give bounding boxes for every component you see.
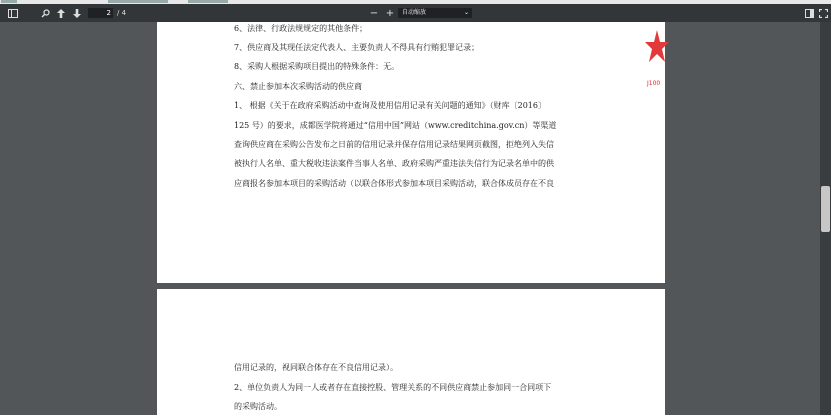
pdf-page-1	[157, 22, 665, 283]
chevron-down-icon: ⌄	[463, 9, 469, 16]
title-fragment	[108, 0, 168, 3]
find-button[interactable]	[40, 6, 50, 20]
page-number-input[interactable]: 2	[88, 8, 113, 18]
scrollbar-thumb[interactable]	[821, 186, 830, 232]
previous-page-button[interactable]	[56, 6, 66, 20]
text-line: 8、采购人根据采购项目提出的特殊条件：无。	[234, 62, 400, 71]
fullscreen-icon	[819, 9, 828, 18]
sidebar-toggle-icon	[8, 9, 18, 18]
title-fragment	[188, 0, 228, 3]
sidebar-layout-button[interactable]	[804, 6, 814, 20]
sidebar-toggle-button[interactable]	[6, 6, 20, 20]
arrow-up-icon	[57, 9, 65, 18]
zoom-select[interactable]	[398, 8, 472, 18]
pdf-page-2	[157, 289, 665, 415]
text-line: 查询供应商在采购公告发布之日前的信用记录并保存信用记录结果网页截图，拒绝列入失信	[234, 140, 554, 149]
search-icon	[41, 9, 50, 18]
text-line: 7、供应商及其现任法定代表人、主要负责人不得具有行贿犯罪记录；	[234, 43, 480, 52]
panel-icon	[805, 9, 814, 18]
section-heading: 六、禁止参加本次采购活动的供应商	[234, 82, 362, 91]
seal-text: J100	[647, 80, 661, 87]
page-total: / 4	[117, 9, 127, 17]
text-line: 的采购活动。	[234, 402, 282, 411]
text-line: 125 号）的要求，成都医学院将通过“信用中国”网站（www.creditchina.gov.cn）等渠道	[234, 121, 557, 130]
red-seal-stamp-icon	[645, 28, 669, 68]
text-line: 6、法律、行政法规规定的其他条件；	[234, 24, 368, 33]
zoom-out-button[interactable]: −	[369, 7, 379, 19]
text-line: 被执行人名单、重大税收违法案件当事人名单、政府采购严重违法失信行为记录名单中的供	[234, 159, 554, 168]
text-line: 1、 根据《关于在政府采购活动中查询及使用信用记录有关问题的通知》（财库〔2016〕	[234, 101, 546, 110]
text-line: 应商报名参加本项目的采购活动（以联合体形式参加本项目采购活动，联合体成员存在不良	[234, 179, 554, 188]
text-line: 信用记录的，视同联合体存在不良信用记录）。	[234, 363, 398, 372]
presentation-mode-button[interactable]	[818, 6, 828, 20]
title-fragment	[1, 0, 17, 3]
pdf-toolbar	[0, 4, 831, 22]
next-page-button[interactable]	[72, 6, 82, 20]
text-line: 2、单位负责人为同一人或者存在直接控股、管理关系的不同供应商禁止参加同一合同项下	[234, 383, 552, 392]
zoom-value: 自动缩放	[402, 9, 427, 16]
zoom-in-button[interactable]: +	[385, 7, 395, 19]
arrow-down-icon	[73, 9, 81, 18]
